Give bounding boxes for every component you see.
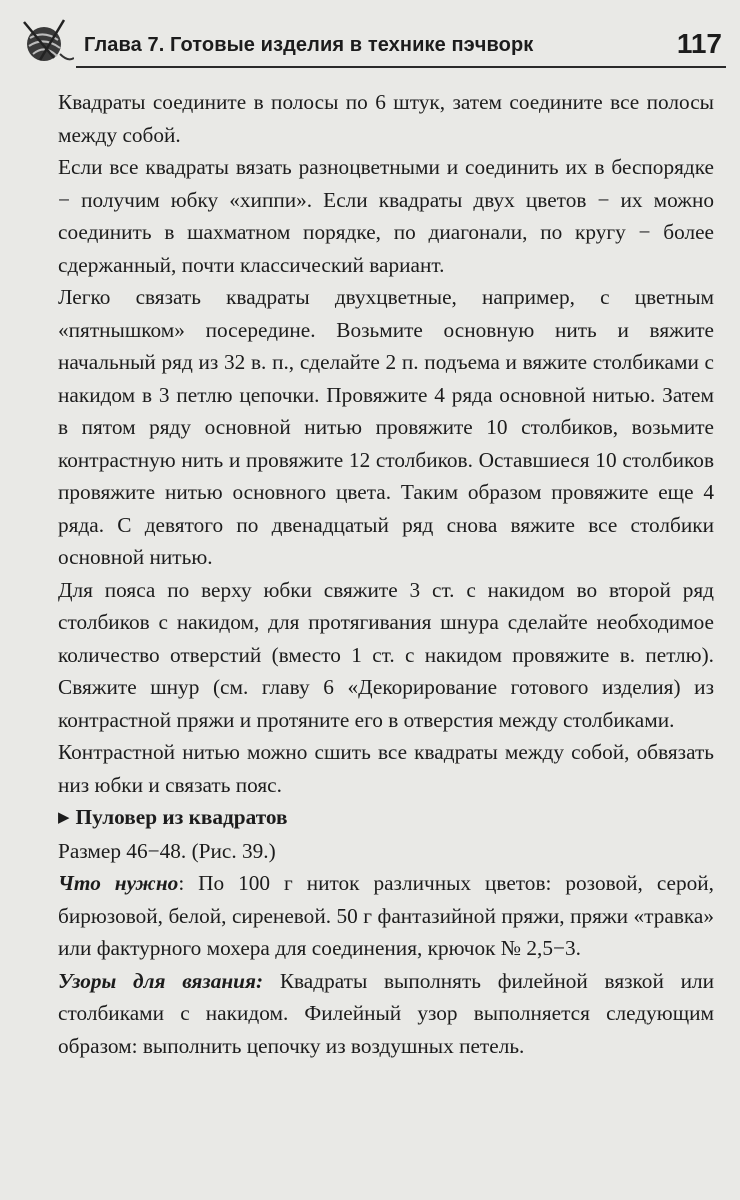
body-text [58,86,714,1062]
paragraph: Квадраты соедините в полосы по 6 штук, затем соедините все полосы между собой. [58,90,714,147]
chapter-title: Глава 7. Готовые изделия в технике пэчворк [84,34,534,56]
materials-text: : По 100 г ниток различных цветов: розовой, серой, бирюзовой, белой, сиреневой. 50 г фантазийной пряжи, пряжи «травка» или фактурного мохера для соединения, крючок № 2,5−3. [58,871,715,960]
paragraph: Если все квадраты вязать разноцветными и соединить их в беспорядке − получим юбку «хиппи». Если квадраты двух цветов − их можно соединить в шахматном порядке, по диагонали, по кругу − более сдержанный, почти классический вариант. [58,155,714,277]
patterns-label: Узоры для вязания: [58,968,264,993]
yarn-ball-icon [20,18,74,66]
paragraph: Контрастной нитью можно сшить все квадраты между собой, обвязать низ юбки и связать пояс. [58,740,714,797]
size-line: Размер 46−48. (Рис. 39.) [58,838,276,863]
page-header [14,14,726,66]
section-heading [58,801,714,835]
paragraph: Легко связать квадраты двухцветные, например, с цветным «пятнышком» посередине. Возьмите основную нить и вяжите начальный ряд из 32 в. п., сделайте 2 п. подъема и вяжите столбиками с накидом в 3 петлю цепочки. Провяжите 4 ряда основной нитью. Затем в пятом ряду основной нитью провяжите 10 столбиков, возьмите контрастную нить и провяжите 12 столбиков. Оставшиеся 10 столбиков провяжите нитью основного цвета. Таким образом провяжите еще 4 ряда. С девятого по двенадцатый ряд снова вяжите все столбики основной нитью. [58,285,714,569]
patterns-text: Квадраты выполнять филейной вязкой или столбиками с накидом. Филейный узор выполняется следующим образом: выполнить цепочку из воздушных петель. [58,968,714,1058]
triangle-bullet-icon: ▶ [58,810,70,826]
patterns-paragraph [58,965,714,1063]
header-rule [76,66,726,68]
materials-paragraph [58,867,714,965]
paragraph: Для пояса по верху юбки свяжите 3 ст. с накидом во второй ряд столбиков с накидом, для протягивания шнура сделайте необходимое количество отверстий (вместо 1 ст. с накидом провяжите в. петлю). Свяжите шнур (см. главу 6 «Декорирование готового изделия) из контрастной пряжи и протяните его в отверстия между столбиками. [58,577,714,732]
section-title: Пуловер из квадратов [75,805,288,829]
materials-label: Что нужно [58,871,179,895]
page-number: 117 [676,28,722,59]
